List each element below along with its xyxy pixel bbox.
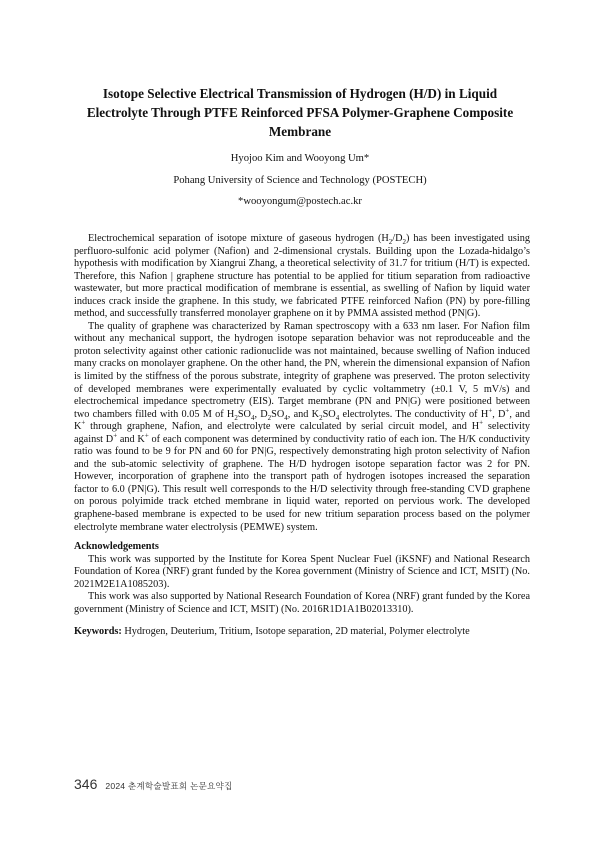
- abstract-paragraph-1: Electrochemical separation of isotope mixture of gaseous hydrogen $(H_2/D_2)$ has been investigated using perfluoro-sulfonic acid polymer (Nafion) and 2-dimensional crystals. Building upon the Lozada-hidalgo’s hypothesis with modification by Xiangrui Zhang, a theoretical selectivity of 31.7 for tritium (H/T) is expected. Therefore, this Nafion | graphene structure has potential to be applied for titium separation from radioactive wastewater, but more practical modification of membrane is essential, as swelling of Nafion by liquid water induces crack inside the graphene. In this study, we fabricated PTFE reinforced Nafion (PN) by pore-filling method, and successfully transferred monolayer graphene on it by PMMA assisted method (PN|G).: [74, 233, 530, 320]
- author-list: Hyojoo Kim and Wooyong Um*: [230, 153, 370, 164]
- corresponding-email: *wooyongum@postech.ac.kr: [238, 196, 362, 207]
- abstract-body: [74, 233, 530, 639]
- acknowledgement-2: This work was also supported by National Research Foundation of Korea (NRF) grant funded by the Korea government (Ministry of Science and ICT, MSIT) (No. 2016R1D1A1B02013310).: [74, 591, 530, 615]
- abstract-paragraph-2: The quality of graphene was characterized by Raman spectroscopy with a 633 nm laser. For Nafion film without any mechanical support, the hydrogen isotope separation behavior was not reproduceable and the proton selectivity against other cationic radionuclide was not maintained, because swelling of Nafion induced many cracks on monolayer graphene. On the other hand, the PN, wherein the dimensional expansion of Nafion is limited by the stiffness of the porous substrate, integrity of graphene was preserved. The proton selectivity of developed membranes were experimentally evaluated by cyclic voltammetry (±0.1 V, 5 mV/s) and electrochemical impedance spectrometry (EIS). Target membrane (PN and PN|G) were positioned between two chambers filled with 0.05 M of $H_2SO_4$, $D_2SO_4$, and $K_2SO_4$ electrolytes. The conductivity of H+, D+, and K+ through graphene, Nafion, and electrolyte were calculated by serial circuit model, and H+ selectivity against D+ and K+ of each component was determined by conductivity ratio of each ion. The H/K conductivity ratio was found to be 9 for PN and 60 for PN|G, respectively demonstrating high proton selectivity of Nafion and the sub-atomic selectivity of graphene. The H/D hydrogen isotope separation factor was 2 for PN. However, incorporation of graphene into the transport path of hydrogen isotopes increased the separation factor to 6.0 (PN|G). This result well corresponds to the H/D selectivity through free-standing CVD graphene on porous polyimide track etched membrane in liquid water, reported on pervious work. The developed graphene-based membrane is expected to be used for new tritium separation process based on the polymer electrolyte membrane water electrolysis (PEMWE) system.: [74, 320, 531, 533]
- keywords-line: [74, 626, 530, 639]
- acknowledgement-1: This work was supported by the Institute for Korea Spent Nuclear Fuel (iKSNF) and National Research Foundation of Korea (NRF) grant funded by the Korea government (Ministry of Science and ICT, MSIT) (No. 2021M2E1A1085203).: [74, 553, 530, 590]
- affiliation: Pohang University of Science and Technology (POSTECH): [173, 175, 427, 186]
- page-number: 346: [74, 776, 98, 792]
- paper-title: Isotope Selective Electrical Transmission of Hydrogen (H/D) in Liquid Electrolyte Through PTFE Reinforced PFSA Polymer-Graphene Composite Membrane: [86, 86, 514, 139]
- proceedings-title: 2024 춘계학술발표회 논문요약집: [105, 781, 233, 791]
- page-footer: [74, 776, 232, 792]
- keywords-label: Keywords:: [74, 626, 122, 638]
- keywords-list: Hydrogen, Deuterium, Tritium, Isotope separation, 2D material, Polymer electrolyte: [121, 626, 470, 638]
- acknowledgements-heading: Acknowledgements: [74, 541, 159, 553]
